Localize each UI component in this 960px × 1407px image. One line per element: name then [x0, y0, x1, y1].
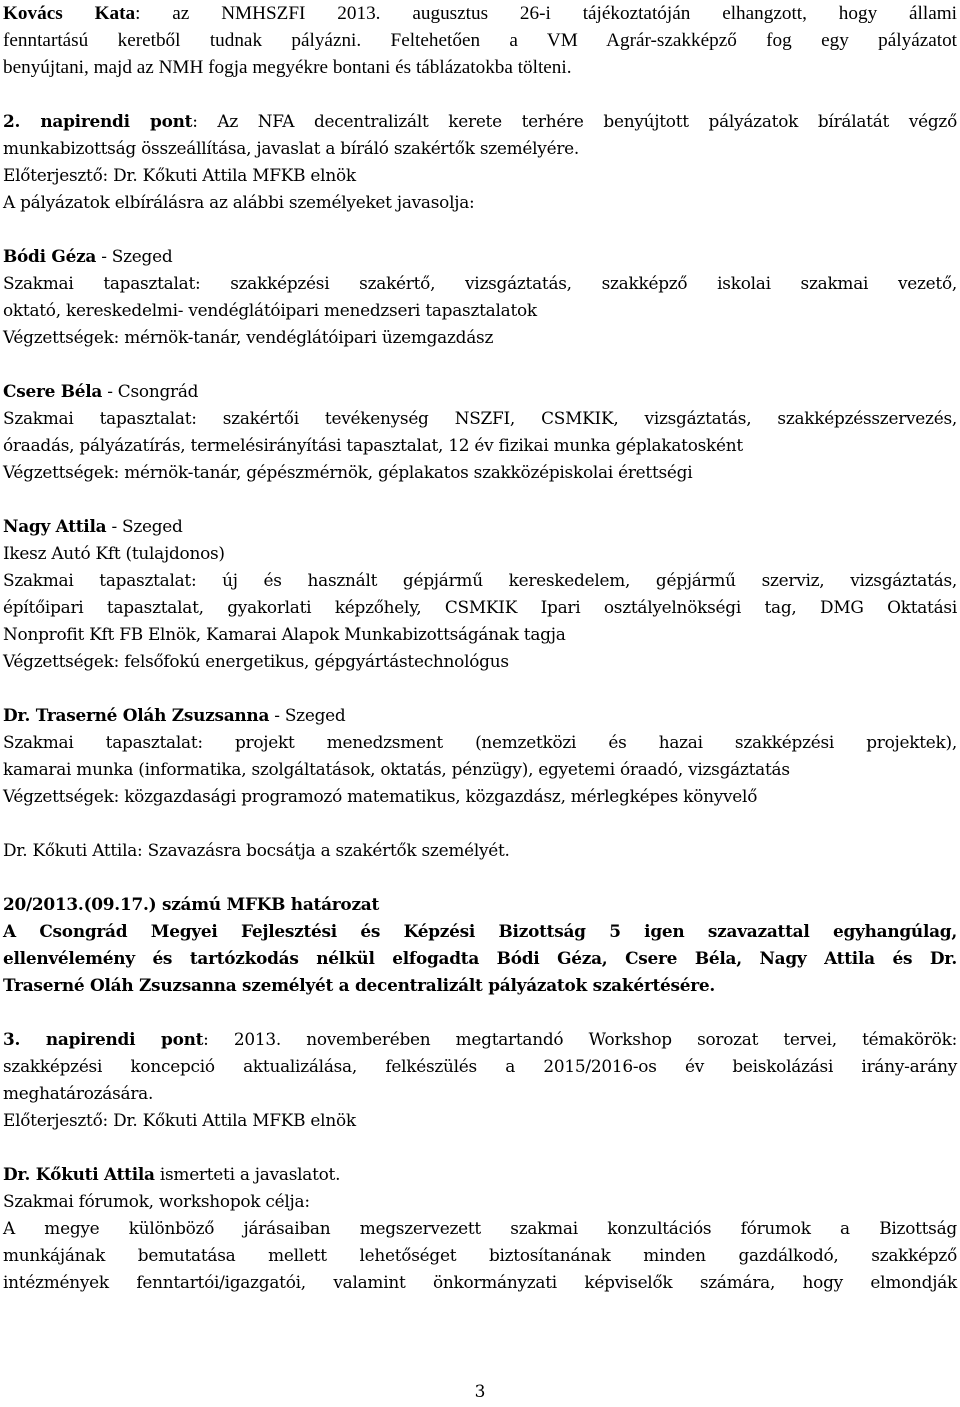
resolution-line-1: A Csongrád Megyei Fejlesztési és Képzési Bizottság 5 igen szavazattal egyhangúlag,: [3, 921, 957, 941]
expert-name: Csere Béla: [3, 381, 103, 401]
expert-heading: [3, 702, 957, 729]
agenda-item-2: [3, 108, 957, 216]
intro-line-3: benyújtani, majd az NMH fogja megyékre bontani és táblázatokba tölteni.: [3, 57, 572, 78]
expert-city: - Csongrád: [102, 381, 199, 401]
agenda-item-3-label: 3. napirendi pont: [3, 1029, 204, 1049]
agenda-item-3: [3, 1026, 957, 1134]
agenda-item-3-presenter: Előterjesztő: Dr. Kőkuti Attila MFKB elnök: [3, 1110, 356, 1130]
expert-heading: [3, 243, 957, 270]
document-page: [3, 0, 957, 1296]
expert-city: - Szeged: [269, 705, 346, 725]
expert-detail-line: Végzettségek: mérnök-tanár, vendéglátóipari üzemgazdász: [3, 327, 494, 347]
expert-detail-line: Szakmai tapasztalat: szakképzési szakértő, vizsgáztatás, szakképző iskolai szakmai vezető,: [3, 273, 957, 293]
expert-name: Nagy Attila: [3, 516, 107, 536]
expert-name: Dr. Traserné Oláh Zsuzsanna: [3, 705, 270, 725]
expert-name: Bódi Géza: [3, 246, 97, 266]
expert-detail-line: oktató, kereskedelmi- vendéglátóipari menedzseri tapasztalatok: [3, 300, 537, 320]
goals-line-1: A megye különböző járásaiban megszervezett szakmai konzultációs fórumok a Bizottság: [3, 1218, 957, 1238]
expert-block: [3, 702, 957, 810]
agenda-item-3-speaker: Dr. Kőkuti Attila: [3, 1164, 155, 1184]
resolution-line-3: Traserné Oláh Zsuzsanna személyét a decentralizált pályázatok szakértésére.: [3, 975, 716, 995]
agenda-item-3-title-line-3: meghatározására.: [3, 1083, 154, 1103]
intro-speaker: Kovács Kata: [3, 3, 136, 24]
goals-line-3: intézmények fenntartói/igazgatói, valamint önkormányzati képviselők számára, hogy elmondják: [3, 1272, 957, 1292]
expert-detail-line: kamarai munka (informatika, szolgáltatások, oktatás, pénzügy), egyetemi óraadó, vizsgáztatás: [3, 759, 790, 779]
expert-detail-line: Szakmai tapasztalat: projekt menedzsment (nemzetközi és hazai szakképzési projektek),: [3, 732, 957, 752]
intro-line-1: Kovács Kata: az NMHSZFI 2013. augusztus 26-i tájékoztatóján elhangzott, hogy állami: [3, 3, 957, 24]
agenda-item-2-title-line-1: 2. napirendi pont: Az NFA decentralizált kerete terhére benyújtott pályázatok bírálatát végző: [3, 111, 958, 131]
expert-detail-line: Szakmai tapasztalat: szakértői tevékenység NSZFI, CSMKIK, vizsgáztatás, szakképzésszervezés,: [3, 408, 957, 428]
expert-block: [3, 378, 957, 486]
expert-city: - Szeged: [96, 246, 173, 266]
expert-detail-line: Ikesz Autó Kft (tulajdonos): [3, 543, 225, 563]
agenda-item-3-title-line-2: szakképzési koncepció aktualizálása, felkészülés a 2015/2016-os év beiskolázási irány-arány: [3, 1056, 957, 1076]
expert-heading: [3, 378, 957, 405]
expert-detail-line: építőipari tapasztalat, gyakorlati képzőhely, CSMKIK Ipari osztályelnökségi tag, DMG Oktatási: [3, 597, 957, 617]
agenda-item-3-speaker-line: Dr. Kőkuti Attila ismerteti a javaslatot.: [3, 1164, 341, 1184]
resolution-line-2: ellenvélemény és tartózkodás nélkül elfogadta Bódi Géza, Csere Béla, Nagy Attila és Dr.: [3, 948, 957, 968]
goals-label: Szakmai fórumok, workshopok célja:: [3, 1191, 310, 1211]
expert-detail-line: Végzettségek: közgazdasági programozó matematikus, közgazdász, mérlegképes könyvelő: [3, 786, 758, 806]
agenda-item-2-proposal-intro: A pályázatok elbírálásra az alábbi személyeket javasolja:: [3, 192, 475, 212]
agenda-item-2-presenter: Előterjesztő: Dr. Kőkuti Attila MFKB elnök: [3, 165, 356, 185]
agenda-item-3-title-line-1: 3. napirendi pont: 2013. novemberében megtartandó Workshop sorozat tervei, témakörök:: [3, 1029, 958, 1049]
expert-detail-line: Szakmai tapasztalat: új és használt gépjármű kereskedelem, gépjármű szerviz, vizsgáztatás,: [3, 570, 957, 590]
goals-line-2: munkájának bemutatása mellett lehetőséget biztosítanának minden gazdálkodó, szakképző: [3, 1245, 957, 1265]
expert-block: [3, 243, 957, 351]
intro-paragraph: [3, 0, 957, 81]
agenda-item-2-label: 2. napirendi pont: [3, 111, 193, 131]
expert-detail-line: Végzettségek: mérnök-tanár, gépészmérnök, géplakatos szakközépiskolai érettségi: [3, 462, 693, 482]
page-number: 3: [474, 1382, 486, 1402]
resolution-number: 20/2013.(09.17.) számú MFKB határozat: [3, 894, 380, 914]
expert-city: - Szeged: [106, 516, 183, 536]
expert-block: [3, 513, 957, 675]
vote-call: Dr. Kőkuti Attila: Szavazásra bocsátja a szakértők személyét.: [3, 840, 510, 860]
agenda-item-2-title-line-2: munkabizottság összeállítása, javaslat a bíráló szakértők személyére.: [3, 138, 580, 158]
resolution-block: [3, 891, 957, 999]
agenda-item-3-discussion: [3, 1161, 957, 1296]
expert-heading: [3, 513, 957, 540]
expert-detail-line: Végzettségek: felsőfokú energetikus, gépgyártástechnológus: [3, 651, 509, 671]
expert-detail-line: Nonprofit Kft FB Elnök, Kamarai Alapok Munkabizottságának tagja: [3, 624, 566, 644]
expert-detail-line: óraadás, pályázatírás, termelésirányítási tapasztalat, 12 év fizikai munka géplakatosként: [3, 435, 743, 455]
intro-line-2: fenntartású keretből tudnak pályázni. Feltehetően a VM Agrár-szakképző fog egy pályázatot: [3, 30, 957, 51]
